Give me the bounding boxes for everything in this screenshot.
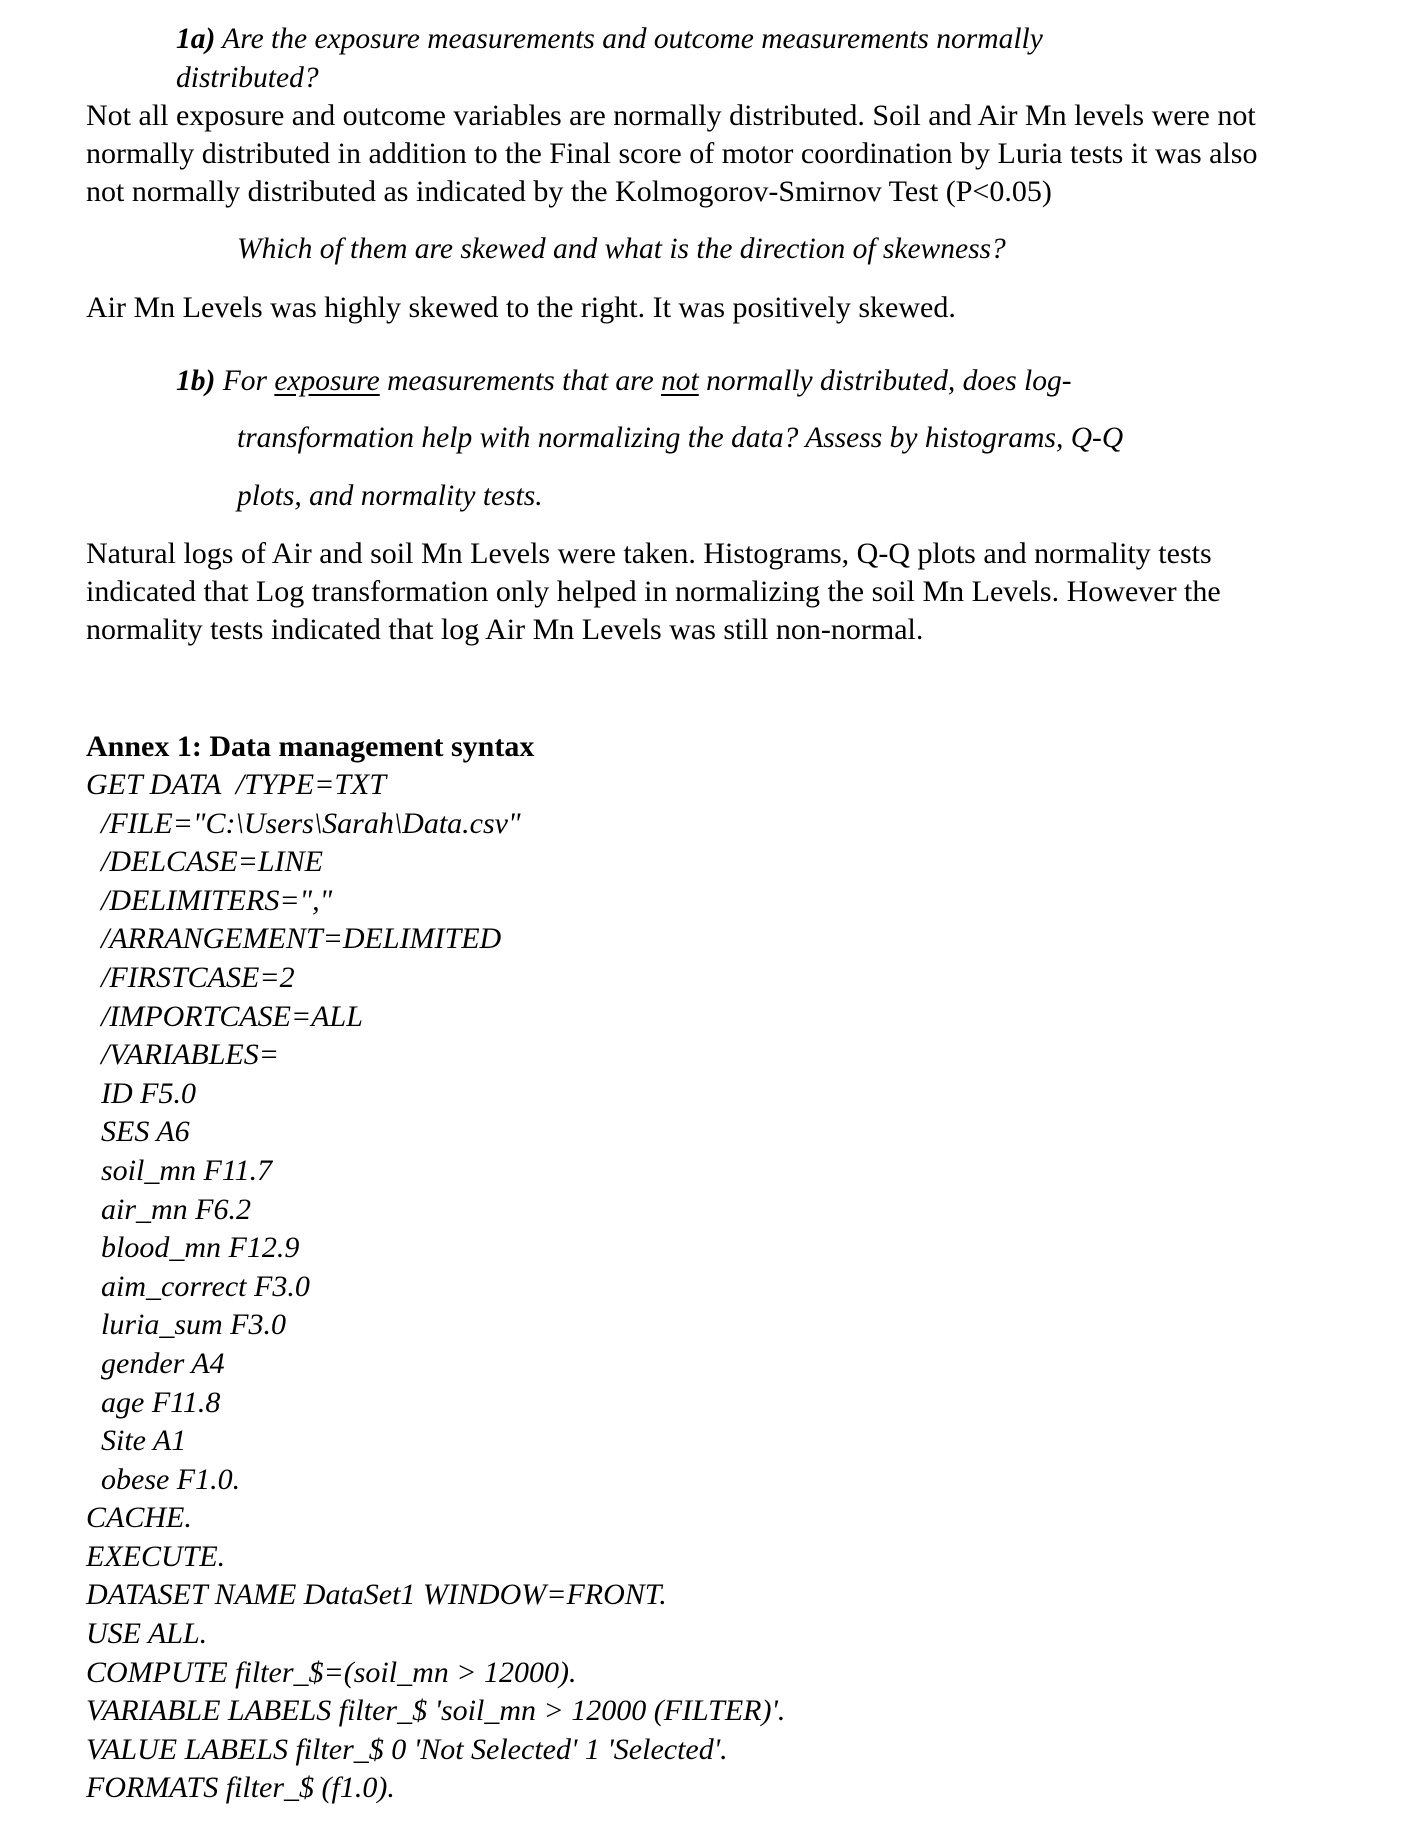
question-1a-text-line1: Are the exposure measurements and outcome measurements normally xyxy=(222,23,1043,55)
syntax-line: air_mn F6.2 xyxy=(86,1192,251,1226)
syntax-line: VALUE LABELS filter_$ 0 'Not Selected' 1 'Selected'. xyxy=(86,1732,728,1766)
syntax-line: /DELCASE=LINE xyxy=(86,845,323,879)
question-1b-underline-exposure: exposure xyxy=(274,365,380,397)
syntax-line: soil_mn F11.7 xyxy=(86,1153,273,1187)
answer-1b-line: Natural logs of Air and soil Mn Levels were taken. Histograms, Q-Q plots and normality tests xyxy=(86,537,1212,570)
syntax-line: obese F1.0. xyxy=(86,1462,241,1496)
syntax-line: EXECUTE. xyxy=(86,1539,226,1573)
answer-1b-line: indicated that Log transformation only helped in normalizing the soil Mn Levels. However the xyxy=(86,575,1221,608)
syntax-line: DATASET NAME DataSet1 WINDOW=FRONT. xyxy=(86,1578,667,1612)
syntax-line: luria_sum F3.0 xyxy=(86,1308,287,1342)
question-1b-text: For xyxy=(222,365,267,397)
question-1b-text-line2: transformation help with normalizing the data? Assess by histograms, Q-Q xyxy=(237,422,1124,454)
question-1a-number: 1a) xyxy=(176,23,216,55)
syntax-line: CACHE. xyxy=(86,1501,192,1535)
question-1b-text: normally distributed, does log- xyxy=(706,365,1072,397)
question-1b-underline-not: not xyxy=(661,365,699,397)
syntax-listing xyxy=(86,766,785,1808)
question-1b xyxy=(176,362,1072,400)
syntax-line: USE ALL. xyxy=(86,1617,208,1651)
syntax-line: FORMATS filter_$ (f1.0). xyxy=(86,1771,395,1805)
question-1b-text: measurements that are xyxy=(387,365,654,397)
answer-1a-line: not normally distributed as indicated by the Kolmogorov-Smirnov Test (P<0.05) xyxy=(86,175,1052,208)
question-1a-line2 xyxy=(176,59,319,97)
syntax-line: GET DATA /TYPE=TXT xyxy=(86,768,387,801)
question-1b-line3 xyxy=(237,477,543,515)
question-1a-sub-text: Which of them are skewed and what is the direction of skewness? xyxy=(237,233,1006,265)
syntax-line: /VARIABLES= xyxy=(86,1038,279,1072)
answer-1a-line: normally distributed in addition to the Final score of motor coordination by Luria tests it was also xyxy=(86,137,1258,170)
question-1a-sub xyxy=(237,230,1006,268)
syntax-line: gender A4 xyxy=(86,1346,225,1380)
syntax-line: ID F5.0 xyxy=(86,1076,196,1110)
syntax-line: aim_correct F3.0 xyxy=(86,1269,310,1303)
syntax-line: age F11.8 xyxy=(86,1385,221,1419)
syntax-line: SES A6 xyxy=(86,1115,190,1149)
answer-1a-sub-line: Air Mn Levels was highly skewed to the right. It was positively skewed. xyxy=(86,291,956,324)
syntax-line: blood_mn F12.9 xyxy=(86,1231,300,1265)
syntax-line: /FILE="C:\Users\Sarah\Data.csv" xyxy=(86,806,521,840)
syntax-line: /ARRANGEMENT=DELIMITED xyxy=(86,922,502,956)
question-1b-text-line3: plots, and normality tests. xyxy=(237,480,543,512)
question-1b-number: 1b) xyxy=(176,365,216,397)
syntax-line: VARIABLE LABELS filter_$ 'soil_mn > 12000 (FILTER)'. xyxy=(86,1694,786,1728)
answer-1b-line: normality tests indicated that log Air Mn Levels was still non-normal. xyxy=(86,613,924,646)
question-1b-line2 xyxy=(237,419,1123,457)
question-1a xyxy=(176,20,1043,58)
question-1a-text-line2: distributed? xyxy=(176,62,319,94)
answer-1a-sub xyxy=(86,289,1396,327)
answer-1a-line: Not all exposure and outcome variables are normally distributed. Soil and Air Mn levels were not xyxy=(86,99,1256,132)
answer-1b xyxy=(86,535,1396,649)
syntax-line: COMPUTE filter_$=(soil_mn > 12000). xyxy=(86,1655,577,1689)
syntax-line: /DELIMITERS="," xyxy=(86,883,333,917)
annex-title: Annex 1: Data management syntax xyxy=(86,730,535,763)
answer-1a xyxy=(86,97,1396,211)
syntax-line: Site A1 xyxy=(86,1424,187,1458)
syntax-line: /IMPORTCASE=ALL xyxy=(86,999,363,1033)
syntax-line: /FIRSTCASE=2 xyxy=(86,960,295,994)
